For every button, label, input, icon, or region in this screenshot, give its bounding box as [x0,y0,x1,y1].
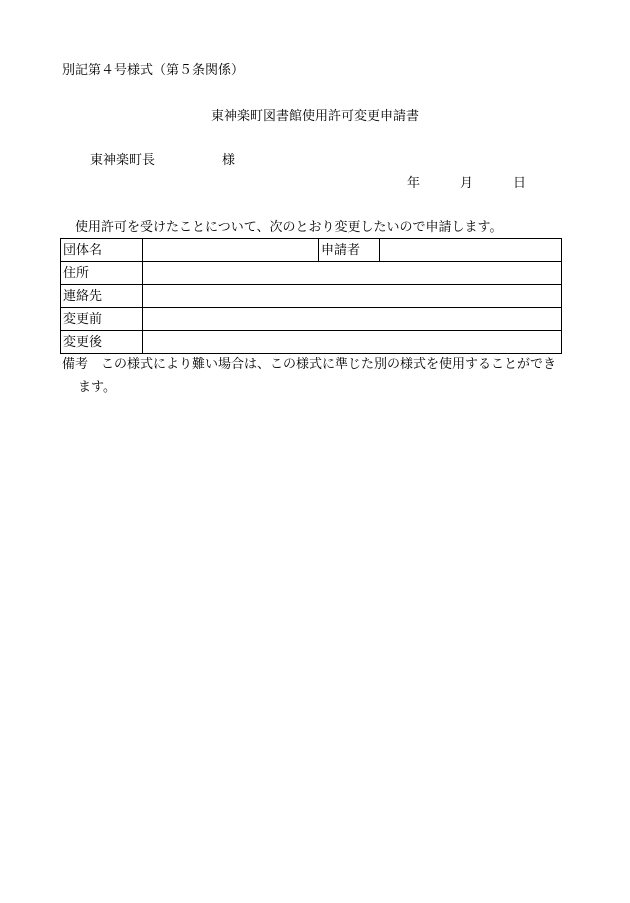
remarks-line-2: ます。 [78,380,116,395]
contact-field[interactable] [143,285,562,308]
honorific: 様 [222,153,236,168]
org-name-label: 団体名 [61,239,143,262]
table-row [61,308,562,331]
address-field[interactable] [143,262,562,285]
table-row [61,331,562,354]
date-line [407,177,526,190]
document-title: 東神楽町図書館使用許可変更申請書 [210,109,419,124]
applicant-label: 申請者 [319,239,380,262]
before-change-field[interactable] [143,308,562,331]
date-day-label: 日 [513,176,527,191]
addressee: 東神楽町長 [90,153,156,168]
date-year-label: 年 [407,176,421,191]
table-row [61,285,562,308]
address-label: 住所 [61,262,143,285]
org-name-field[interactable] [143,239,319,262]
form-reference: 別記第４号様式（第５条関係） [62,63,245,78]
after-change-label: 変更後 [61,331,143,354]
table-row [61,262,562,285]
applicant-field[interactable] [380,239,562,262]
before-change-label: 変更前 [61,308,143,331]
remarks-line-1: 備考 この様式により難い場合は、この様式に準じた別の様式を使用することができ [62,357,557,372]
after-change-field[interactable] [143,331,562,354]
contact-label: 連絡先 [61,285,143,308]
table-row [61,239,562,262]
intro-text: 使用許可を受けたことについて、次のとおり変更したいので申請します。 [75,220,503,235]
application-table [60,238,562,354]
date-month-label: 月 [460,176,474,191]
